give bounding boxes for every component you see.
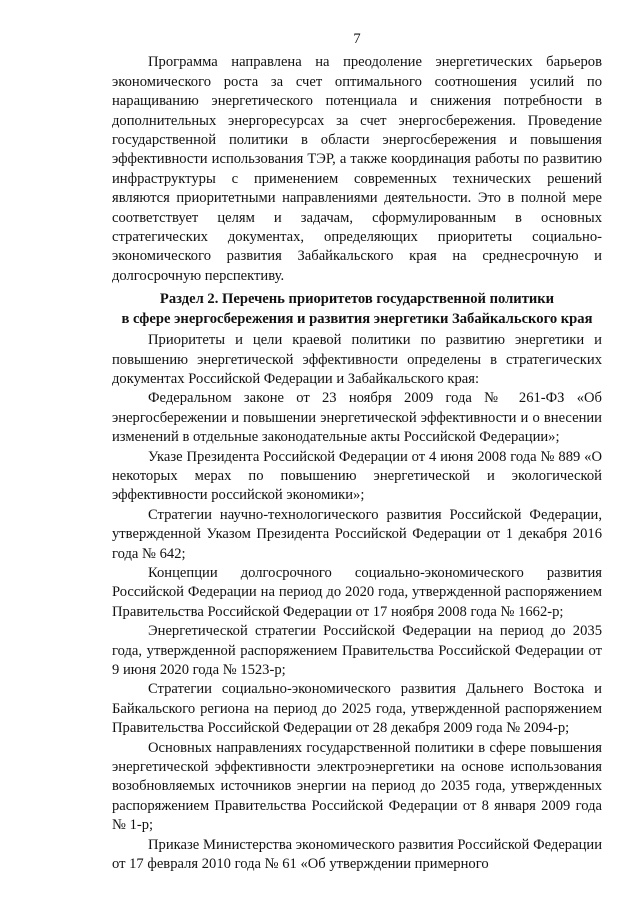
document-page [112,30,602,874]
page-number: 7 [353,31,361,47]
document-item-energy-strategy-2035: Энергетической стратегии Российской Федерации на период до 2035 года, утвержденной распоряжением Правительства Российской Федерации от 9 июня 2020 года № 1523-р; [112,623,602,678]
section-heading-line-2: в сфере энергосбережения и развития энергетики Забайкальского края [121,310,593,327]
document-item-renewable-energy-directions: Основных направлениях государственной политики в сфере повышения энергетической эффективности электроэнергетики на основе использования возобновляемых источников энергии на период до 2035 года, утвержденных распоряжением Правительства Российской Федерации от 8 января 2009 года № 1-р; [112,739,602,834]
document-item-far-east-strategy: Стратегии социально-экономического развития Дальнего Востока и Байкальского региона на период до 2025 года, утвержденной распоряжением Правительства Российской Федерации от 28 декабря 2009 года № 2094-р; [112,681,602,737]
document-item-ministry-order-61: Приказе Министерства экономического развития Российской Федерации от 17 февраля 2010 года № 61 «Об утверждении примерного [112,836,602,873]
intro-paragraph: Программа направлена на преодоление энергетических барьеров экономического роста за счет оптимального соотношения усилий по наращиванию энергетического потенциала и снижения потребности в дополнительных энергоресурсах за счет энергосбережения. Проведение государственной политики в области энергосбережения и повышения эффективности использования ТЭР, а также координация работы по развитию инфраструктуры с применением современных технических решений являются приоритетными направлениями деятельности. Это в полной мере соответствует целям и задачам, сформулированным в основных стратегических документах, определяющих приоритеты социально-экономического развития Забайкальского края на среднесрочную и долгосрочную перспективу. [112,54,602,284]
document-item-long-term-concept: Концепции долгосрочного социально-экономического развития Российской Федерации на период до 2020 года, утвержденной распоряжением Правительства Российской Федерации от 17 ноября 2008 года № 1662-р; [112,564,602,620]
document-item-sci-tech-strategy: Стратегии научно-технологического развития Российской Федерации, утвержденной Указом Президента Российской Федерации от 1 декабря 2016 года № 642; [112,506,602,562]
document-item-federal-law-261: Федеральном законе от 23 ноября 2009 года № 261-ФЗ «Об энергосбережении и повышении энергетической эффективности и о внесении изменений в отдельные законодательные акты Российской Федерации»; [112,390,602,446]
section-heading-line-1: Раздел 2. Перечень приоритетов государственной политики [159,291,555,308]
section-lead-paragraph: Приоритеты и цели краевой политики по развитию энергетики и повышению энергетической эффективности определены в стратегических документах Российской Федерации и Забайкальского края: [112,332,602,387]
document-item-presidential-decree-889: Указе Президента Российской Федерации от 4 июня 2008 года № 889 «О некоторых мерах по повышению энергетической и экологической эффективности российской экономики»; [112,448,602,504]
section-heading [112,290,602,329]
